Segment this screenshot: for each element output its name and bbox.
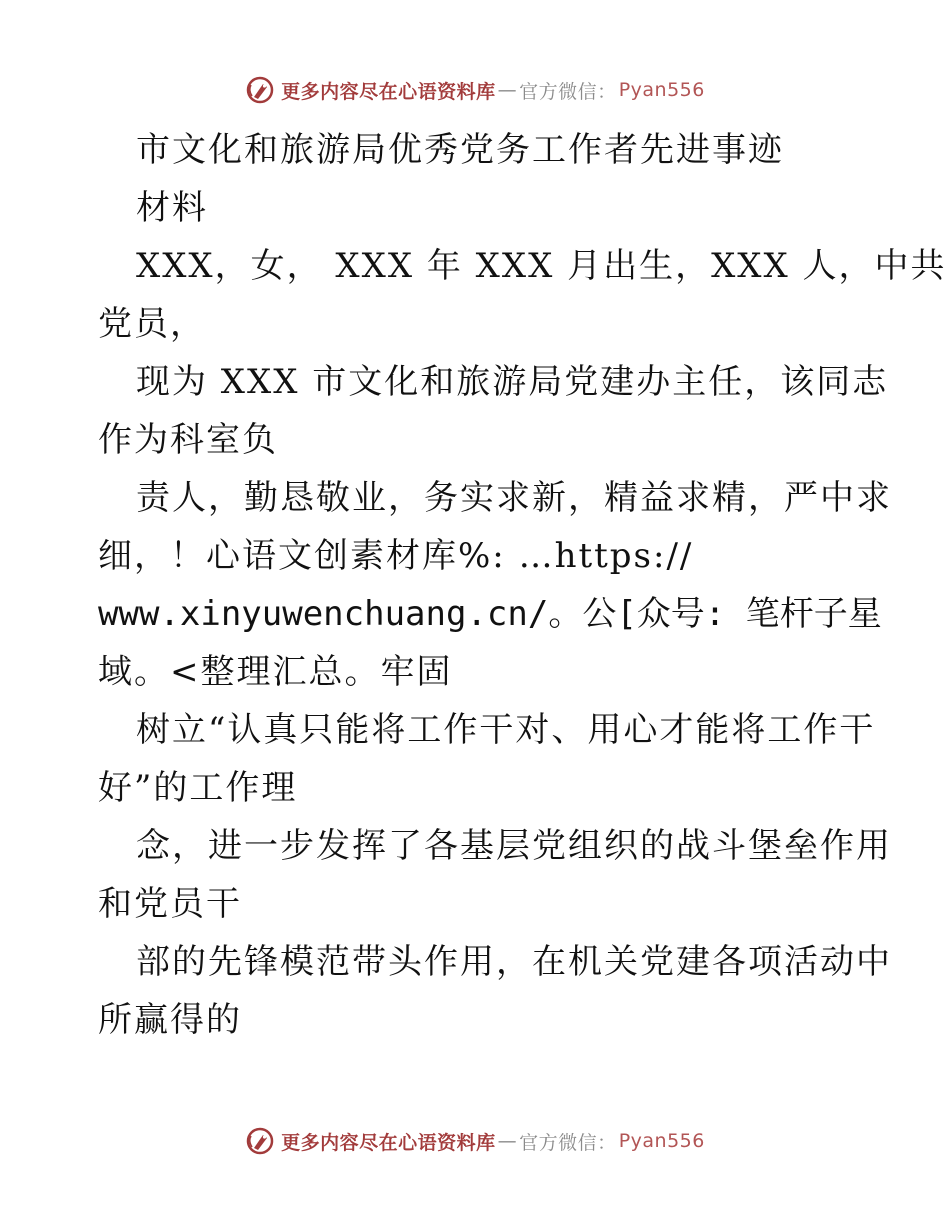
pen-nib-logo-icon — [245, 1126, 275, 1156]
document-title-line-1: 市文化和旅游局优秀党务工作者先进事迹 — [136, 130, 784, 170]
paragraph-line-url: www.xinyuwenchuang.cn/。公[众号: 笔杆子星 — [98, 594, 882, 634]
document-title-line-2: 材料 — [136, 188, 208, 228]
watermark-separator: — — [497, 79, 518, 101]
paragraph-line: 作为科室负 — [98, 420, 278, 460]
paragraph-line: 党员， — [98, 304, 206, 344]
watermark-separator: — — [497, 1130, 518, 1152]
watermark-wechat-id: Pyan556 — [618, 1130, 705, 1152]
watermark-main-text: 更多内容尽在心语资料库 — [281, 1131, 496, 1154]
paragraph-line: 域。<整理汇总。牢固 — [98, 652, 453, 692]
pen-nib-logo-icon — [245, 75, 275, 105]
paragraph-line: 责人，勤恳敬业，务实求新，精益求精，严中求 — [136, 478, 892, 518]
paragraph-line: 部的先锋模范带头作用，在机关党建各项活动中 — [136, 942, 892, 982]
watermark-footer — [0, 1121, 950, 1161]
watermark-wechat-label: 官方微信： — [519, 80, 617, 103]
paragraph-line: 树立“认真只能将工作干对、用心才能将工作干 — [136, 710, 876, 750]
document-body — [98, 121, 947, 1049]
paragraph-line: 现为 XXX 市文化和旅游局党建办主任，该同志 — [136, 362, 889, 402]
watermark-wechat-id: Pyan556 — [618, 79, 705, 101]
paragraph-line: 所赢得的 — [98, 1000, 242, 1040]
paragraph-line: 好”的工作理 — [98, 768, 298, 808]
watermark-header — [0, 70, 950, 110]
paragraph-line: 念，进一步发挥了各基层党组织的战斗堡垒作用 — [136, 826, 892, 866]
paragraph-line: 和党员干 — [98, 884, 242, 924]
watermark-wechat-label: 官方微信： — [519, 1131, 617, 1154]
paragraph-line: XXX，女， XXX 年 XXX 月出生，XXX 人，中共 — [136, 246, 947, 286]
paragraph-line: 细，！心语文创素材库%: …https:// — [98, 536, 694, 576]
watermark-main-text: 更多内容尽在心语资料库 — [281, 80, 496, 103]
